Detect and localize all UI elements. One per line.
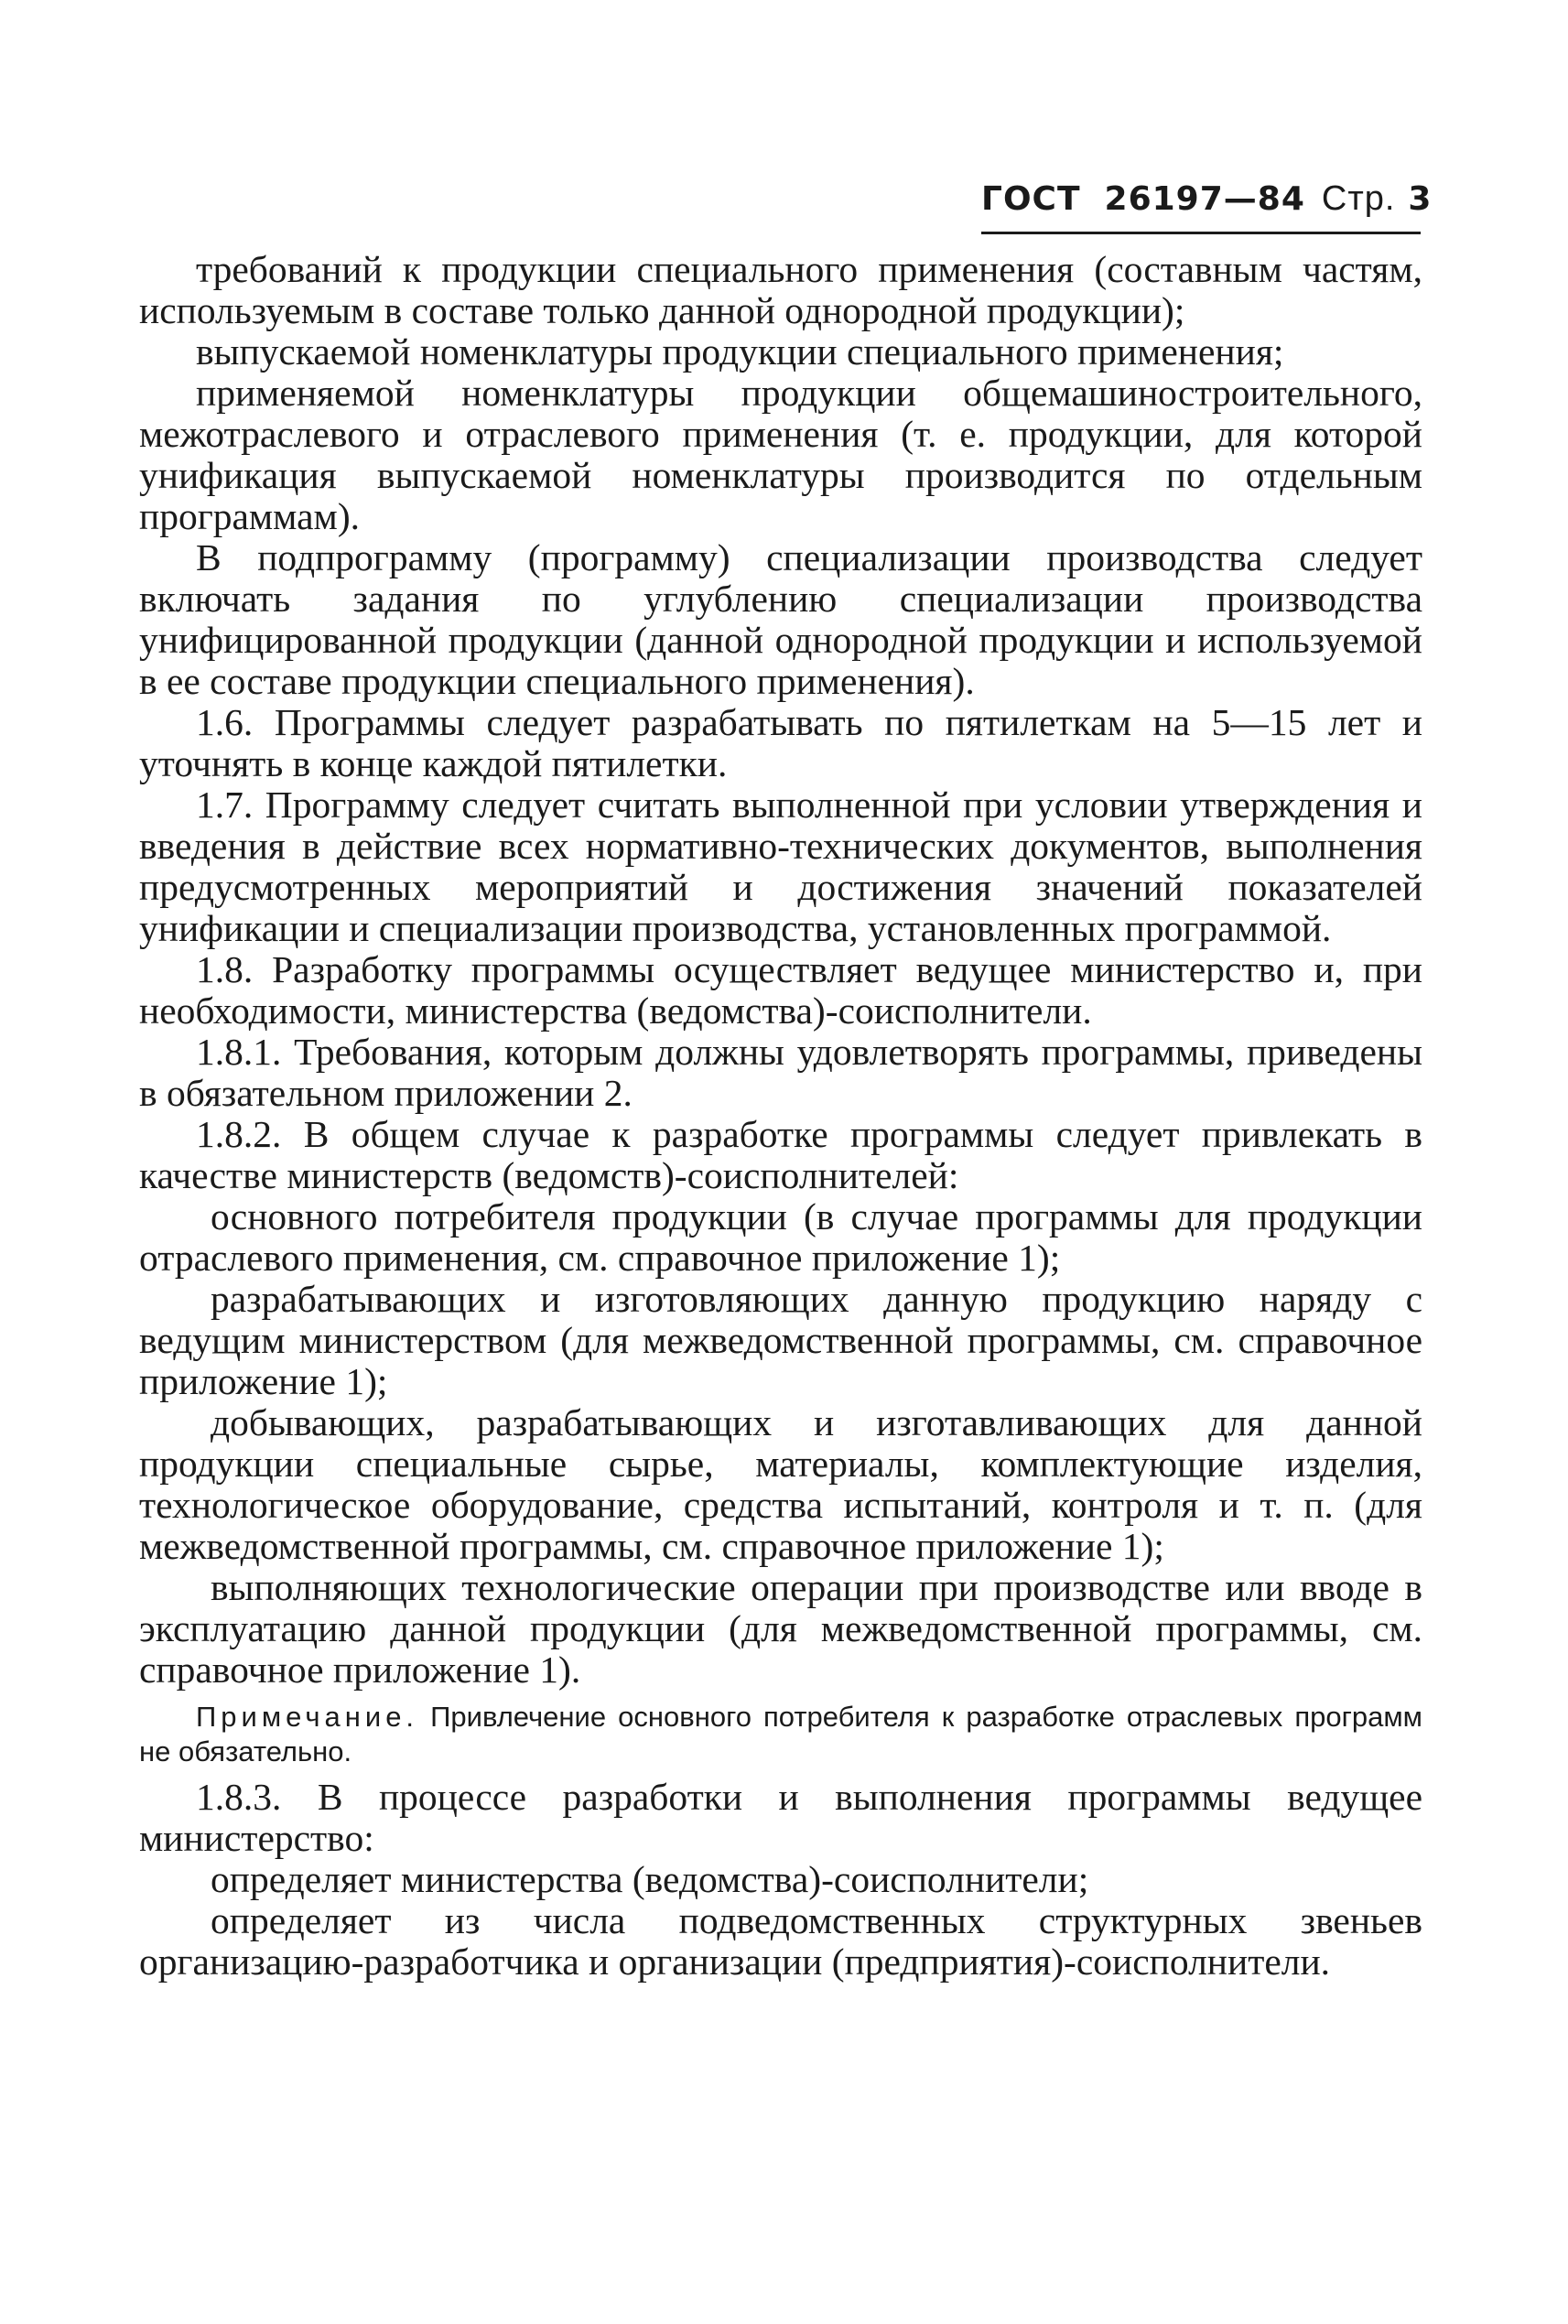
- list-item: определяет министерства (ведомства)-соисполнители;: [211, 1858, 1089, 1900]
- paragraph-1-8-2: 1.8.2. В общем случае к разработке программы следует привлекать в качестве министерств (ведомств)-соисполнителей:: [139, 1113, 1422, 1196]
- note-text: Привлечение основного потребителя к разработке отраслевых программ не обязательно.: [139, 1701, 1422, 1767]
- paragraph-1-7: 1.7. Программу следует считать выполненной при условии утверждения и введения в действие всех нормативно-технических документов, выполнения предусмотренных мероприятий и достижения значений показателей унификации и специализации производства, установленных программой.: [139, 784, 1422, 949]
- page-label: Стр.: [1321, 179, 1396, 218]
- list-item: добывающих, разрабатывающих и изготавливающих для данной продукции специальные сырье, материалы, комплектующие изделия, технологическое оборудование, средства испытаний, контроля и т. п. (для межведомственной программы, см. справочное приложение 1);: [139, 1401, 1422, 1567]
- note: [139, 1700, 1422, 1769]
- paragraph-1-6: 1.6. Программы следует разрабатывать по пятилеткам на 5—15 лет и уточнять в конце каждой пятилетки.: [139, 701, 1422, 784]
- note-label: Примечание.: [196, 1701, 419, 1733]
- list-item: определяет из числа подведомственных структурных звеньев организацию-разработчика и организации (предприятия)-соисполнители.: [139, 1899, 1422, 1983]
- page-header: [981, 179, 1433, 227]
- header-rule: [981, 232, 1421, 234]
- paragraph: применяемой номенклатуры продукции общемашиностроительного, межотраслевого и отраслевого применения (т. е. продукции, для которой унификация выпускаемой номенклатуры производится по отдельным программам).: [139, 372, 1422, 537]
- paragraph: требований к продукции специального применения (составным частям, используемым в составе только данной однородной продукции);: [139, 248, 1422, 331]
- paragraph-1-8-1: 1.8.1. Требования, которым должны удовлетворять программы, приведены в обязательном приложении 2.: [139, 1031, 1422, 1114]
- body-text: [139, 249, 1422, 1983]
- list-item: выполняющих технологические операции при производстве или вводе в эксплуатацию данной продукции (для межведомственной программы, см. справочное приложение 1).: [139, 1566, 1422, 1691]
- paragraph-1-8: 1.8. Разработку программы осуществляет ведущее министерство и, при необходимости, министерства (ведомства)-соисполнители.: [139, 948, 1422, 1032]
- standard-number: 26197—84: [1104, 180, 1305, 218]
- list-item: основного потребителя продукции (в случае программы для продукции отраслевого применения, см. справочное приложение 1);: [139, 1195, 1422, 1279]
- standard-label: ГОСТ: [981, 180, 1081, 218]
- paragraph: В подпрограмму (программу) специализации производства следует включать задания по углублению специализации производства унифицированной продукции (данной однородной продукции и используемой в ее составе продукции специального применения).: [139, 536, 1422, 702]
- page-number: 3: [1408, 180, 1433, 218]
- paragraph-1-8-3: 1.8.3. В процессе разработки и выполнения программы ведущее министерство:: [139, 1776, 1422, 1859]
- list-item: разрабатывающих и изготовляющих данную продукцию наряду с ведущим министерством (для межведомственной программы, см. справочное приложение 1);: [139, 1278, 1422, 1402]
- paragraph: выпускаемой номенклатуры продукции специального применения;: [196, 330, 1284, 373]
